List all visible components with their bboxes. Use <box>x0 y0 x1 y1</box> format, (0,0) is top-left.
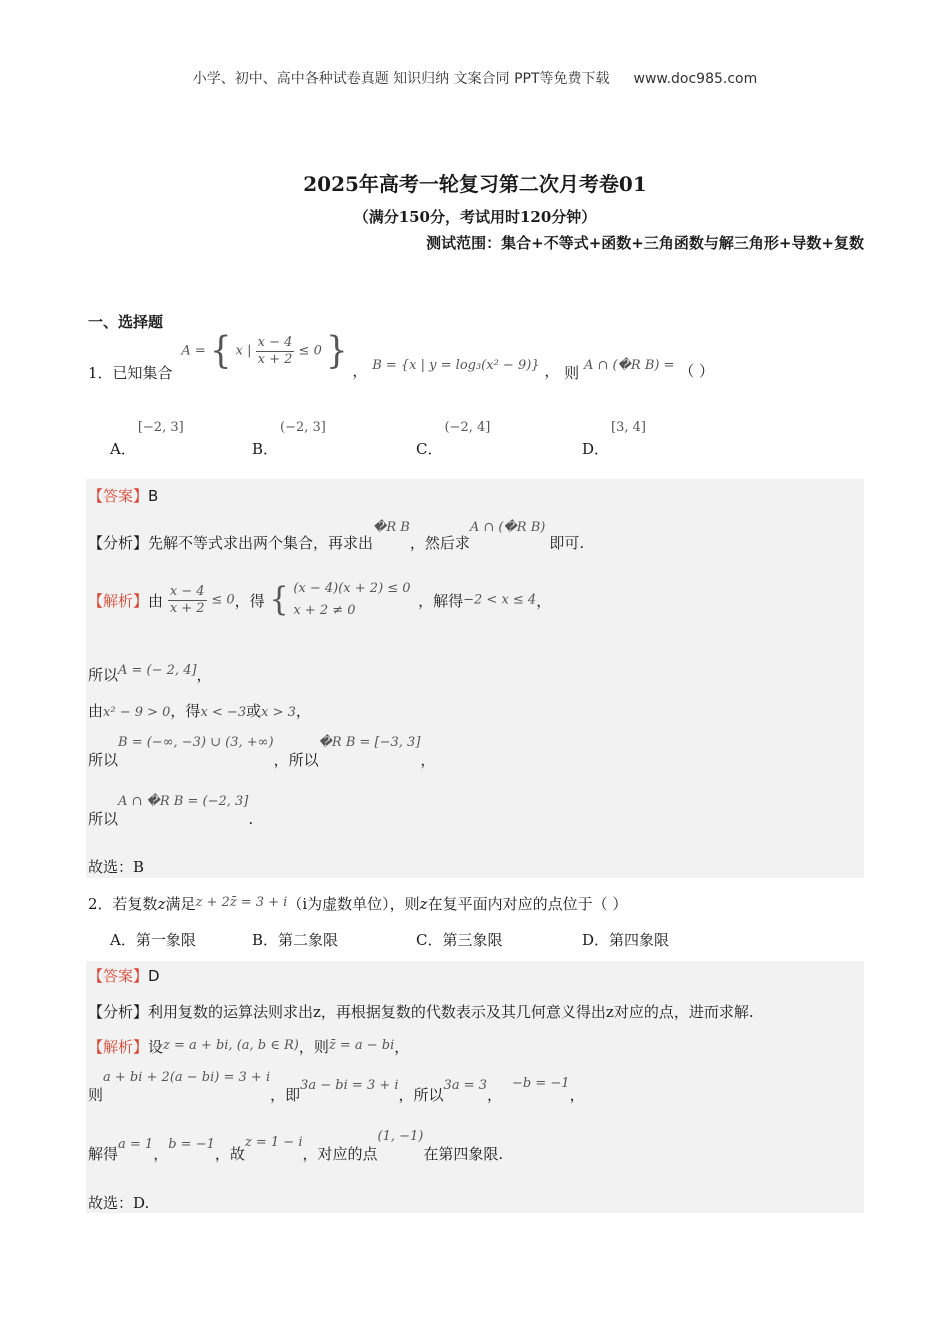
q1-option-a-value: [−2, 3] <box>137 420 184 435</box>
q1-option-b-value: (−2, 3] <box>280 420 326 435</box>
q1-prefix: 1．已知集合 <box>88 364 173 382</box>
q2-l3-math4: (1, −1) <box>377 1129 424 1144</box>
q2-prefix: 2．若复数 <box>88 895 158 913</box>
q1-comma2: ， <box>544 362 560 380</box>
q2-solution-line3 <box>88 1129 503 1164</box>
q1-analysis-tag: 【分析】 <box>88 534 149 552</box>
page-header <box>0 68 950 88</box>
q2-l3-text2: ， <box>153 1145 169 1163</box>
q1-analysis-text3: 即可. <box>549 534 585 552</box>
q2-sol-text1: 设 <box>148 1038 164 1056</box>
q1-option-c-label: C． <box>416 440 443 458</box>
q2-l2-text2: ，即 <box>270 1086 301 1104</box>
q2-l3-text5: 在第四象限. <box>423 1145 504 1163</box>
q1-l3-text4: ， <box>295 702 311 720</box>
q1-sol-system <box>293 578 413 622</box>
q1-sol-system-brace: { <box>269 580 289 619</box>
q2-analysis-tag: 【分析】 <box>88 1003 149 1021</box>
q2-l2-text4: ， <box>487 1086 503 1104</box>
q2-solution-line2 <box>88 1070 585 1105</box>
q2-l3-text4: ，对应的点 <box>302 1145 378 1163</box>
q2-mid1: 满足 <box>165 895 196 913</box>
q2-solution-line1 <box>88 1036 409 1057</box>
q1-solution-line2 <box>88 664 212 685</box>
q1-l2-text2: ， <box>196 666 212 684</box>
q2-mid2: （i为虚数单位），则 <box>287 895 420 913</box>
q1-option-d[interactable] <box>582 420 646 459</box>
q2-l2-math1: a + bi + 2(a − bi) = 3 + i <box>103 1070 271 1085</box>
header-text: 小学、初中、高中各种试卷真题 知识归纳 文案合同 PPT等免费下载 <box>192 71 610 87</box>
q1-paren: （ ） <box>679 362 715 380</box>
q1-sol-text4: ， <box>536 591 552 610</box>
q1-set-a-num: x − 4 <box>257 334 293 350</box>
q1-left-brace: { <box>209 329 232 373</box>
q1-set-a-fraction <box>256 335 295 368</box>
doc-title: 2025年高考一轮复习第二次月考卷01 <box>303 172 647 196</box>
q1-l3-text2: ，得 <box>170 702 201 720</box>
header-site[interactable]: www.doc985.com <box>633 71 758 87</box>
q1-solution-line1 <box>88 578 551 622</box>
q2-option-c[interactable] <box>416 929 503 950</box>
q2-option-d-value: 第四象限 <box>609 931 670 949</box>
q1-option-d-label: D． <box>582 440 610 458</box>
q1-right-brace: } <box>325 329 348 373</box>
q1-set-b: B = {x | y = log₃(x² − 9)} <box>372 358 540 373</box>
q1-l3-text3: 或 <box>246 702 262 720</box>
q1-l3-text1: 由 <box>88 702 104 720</box>
q1-then: 则 <box>564 364 580 382</box>
q1-sol-text2: ，得 <box>234 591 265 610</box>
q1-sol-text3: ，解得 <box>418 591 464 610</box>
doc-subtitle: （满分150分，考试用时120分钟） <box>353 208 597 226</box>
q1-l3-math1: x² − 9 > 0 <box>103 705 171 720</box>
q2-l3-math3: z = 1 − i <box>244 1135 303 1150</box>
q2-l2-math3: 3a = 3 <box>443 1078 487 1093</box>
q2-option-a[interactable] <box>110 929 196 950</box>
q2-final: 故选：D. <box>88 1194 150 1212</box>
q1-analysis-text1: 先解不等式求出两个集合，再求出 <box>148 534 374 552</box>
q1-l5-text1: 所以 <box>88 810 119 828</box>
q1-option-d-value: [3, 4] <box>611 420 646 435</box>
q1-option-b[interactable] <box>252 420 326 459</box>
q1-solution-line4 <box>88 735 435 770</box>
q1-sol-frac-den: x + 2 <box>169 600 205 616</box>
q1-sol-le: ≤ 0 <box>211 592 235 608</box>
q2-z2: z <box>419 895 428 913</box>
q1-set-a-le: ≤ 0 <box>298 343 322 359</box>
q1-l3-math2: x < −3 <box>200 705 247 720</box>
q1-analysis-line <box>88 520 584 553</box>
q1-sol-system-row2: x + 2 ≠ 0 <box>293 603 356 618</box>
q2-answer: D <box>148 967 160 985</box>
section-title: 一、选择题 <box>88 313 164 331</box>
q1-l5-math: A ∩ �R B = (−2, 3] <box>118 794 249 809</box>
q2-sol-math2: z̄ = a − bi <box>328 1038 395 1053</box>
q1-option-b-label: B． <box>252 440 279 458</box>
q1-answer: B <box>148 487 159 505</box>
q2-solution-tag: 【解析】 <box>88 1038 149 1056</box>
q2-l3-math1: a = 1 <box>118 1137 154 1152</box>
q1-l4-math1: B = (−∞, −3) ∪ (3, +∞) <box>118 735 274 750</box>
q1-sol-text1: 由 <box>148 591 164 610</box>
q1-solution-line3 <box>88 700 311 721</box>
q2-option-d-label: D． <box>582 931 610 949</box>
q1-answer-line <box>88 485 158 506</box>
q1-stem <box>88 329 715 383</box>
q1-option-a-label: A． <box>110 440 136 458</box>
q1-sol-frac-num: x − 4 <box>169 583 205 599</box>
q1-set-a-x: x | <box>235 343 252 359</box>
q2-stem <box>88 893 627 914</box>
q2-sol-text3: ， <box>394 1038 410 1056</box>
q1-comma1: ， <box>352 362 368 380</box>
q2-tail: 在复平面内对应的点位于（ ） <box>427 895 628 913</box>
q1-sol-system-row1: (x − 4)(x + 2) ≤ 0 <box>293 581 411 596</box>
q1-analysis-math1: �R B <box>373 520 410 535</box>
q2-l2-text1: 则 <box>88 1086 104 1104</box>
q1-solution-tag: 【解析】 <box>88 591 149 610</box>
q2-l3-text3: ，故 <box>214 1145 245 1163</box>
q2-option-b[interactable] <box>252 929 338 950</box>
q2-option-c-label: C． <box>416 931 443 949</box>
q2-equation: z + 2z̄ = 3 + i <box>195 895 288 910</box>
q1-option-c[interactable] <box>416 420 490 459</box>
q1-analysis-math2: A ∩ (�R B) <box>469 520 546 535</box>
q1-l4-text2: ，所以 <box>273 751 319 769</box>
q2-option-a-label: A． <box>110 931 136 949</box>
q1-sol-math3: −2 < x ≤ 4 <box>463 592 537 608</box>
q1-set-a-left: A = <box>181 343 210 359</box>
q2-l3-math2: b = −1 <box>168 1137 215 1152</box>
q1-l5-text2: . <box>248 810 254 828</box>
q1-l2-text1: 所以 <box>88 666 119 684</box>
q2-sol-math1: z = a + bi, (a, b ∈ R) <box>163 1038 299 1053</box>
q2-l2-text3: ，所以 <box>398 1086 444 1104</box>
q2-option-a-value: 第一象限 <box>135 931 196 949</box>
q2-answer-line <box>88 965 160 986</box>
q2-answer-tag: 【答案】 <box>88 967 149 985</box>
q1-option-c-value: (−2, 4] <box>444 420 491 435</box>
doc-scope: 测试范围：集合+不等式+函数+三角函数与解三角形+导数+复数 <box>426 234 864 252</box>
q2-option-c-value: 第三象限 <box>442 931 503 949</box>
q1-l4-text3: ， <box>420 751 436 769</box>
q1-set-a <box>181 329 348 373</box>
q1-l4-math2: �R B = [−3, 3] <box>318 735 421 750</box>
q2-analysis-line <box>88 1001 754 1022</box>
q2-sol-text2: ，则 <box>298 1038 329 1056</box>
q2-l3-text1: 解得 <box>88 1145 119 1163</box>
q2-l2-math2: 3a − bi = 3 + i <box>300 1078 399 1093</box>
q1-sol-fraction <box>168 584 207 617</box>
q2-l2-math4: −b = −1 <box>512 1076 570 1091</box>
q1-option-a[interactable] <box>110 420 184 459</box>
q1-l4-text1: 所以 <box>88 751 119 769</box>
q2-analysis: 利用复数的运算法则求出z，再根据复数的代数表示及其几何意义得出z对应的点，进而求解. <box>148 1003 754 1021</box>
q1-set-a-den: x + 2 <box>257 351 293 367</box>
q1-l2-math: A = (− 2, 4] <box>118 663 197 678</box>
q2-option-d[interactable] <box>582 929 669 950</box>
q2-z1: z <box>157 895 166 913</box>
q1-analysis-text2: ，然后求 <box>409 534 470 552</box>
q2-option-b-label: B． <box>252 931 279 949</box>
q1-answer-tag: 【答案】 <box>88 487 149 505</box>
q1-expr: A ∩ (�R B) = <box>583 358 675 373</box>
q2-l2-text5: ， <box>569 1086 585 1104</box>
q2-option-b-value: 第二象限 <box>278 931 339 949</box>
q1-final: 故选：B <box>88 858 145 876</box>
q1-solution-line5 <box>88 794 253 829</box>
q1-l3-math3: x > 3 <box>261 705 296 720</box>
